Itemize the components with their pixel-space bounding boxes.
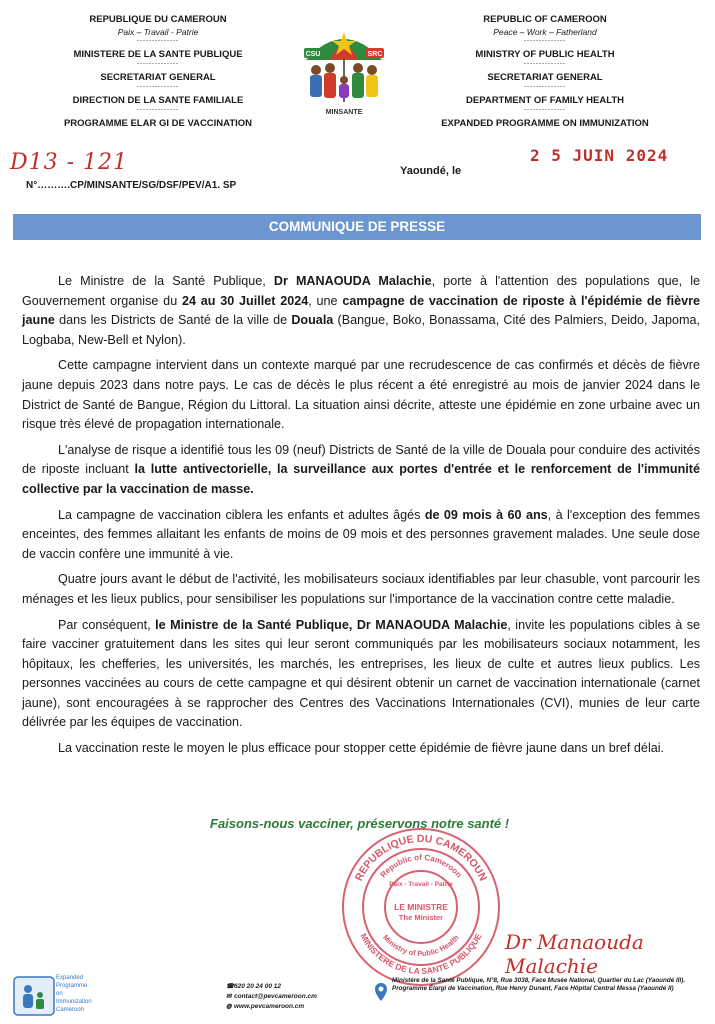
ministry-fr: MINISTERE DE LA SANTE PUBLIQUE [73,49,243,60]
city-name: Douala [291,313,334,328]
minister-bold: le Ministre de la Santé Publique, Dr MANAOUDA Malachie [155,617,508,632]
motto-en: Peace – Work – Fatherland [493,27,597,37]
separator: -------------- [524,61,566,67]
seal-center-title: LE MINISTRE [394,902,448,912]
text: La campagne de vaccination ciblera les enfants et adultes âgés [58,507,425,522]
official-seal [336,822,506,992]
date-stamp: 2 5 JUIN 2024 [530,146,669,165]
country-fr: REPUBLIQUE DU CAMEROUN [89,14,227,25]
footer-phone: 620 20 24 00 12 [234,983,281,990]
slogan: Faisons-nous vacciner, préservons notre santé ! [210,816,510,831]
separator: -------------- [524,84,566,90]
paragraph-2: Cette campagne intervient dans un contexte marqué par une recrudescence de cas confirmés et décès de fièvre jaune depuis 2023 dans notre pays. Le cas de décès le plus récent a été enregistré au mois de janvier 2024 dans le District de Santé de Bangue, Région du Littoral. La situation ainsi décrite, atteste une épidémie en zone urbaine avec un risque très élevé de propagation internationale. [22,358,700,432]
reference-number [26,180,236,191]
logo-badge-right: SRC [367,51,383,58]
text: Par conséquent, [58,617,156,632]
country-en: REPUBLIC OF CAMEROON [483,14,607,25]
text: , invite les populations cibles à se faire vacciner gratuitement dans les sites qui leur seront communiqués par les mobilisateurs sociaux notamment, les hôpitaux, les chefferies, les universités, les marchés, les entreprises, les lieux de culte et autres lieux publics. Les personnes vaccinées au cours de cette campagne et qui désirent obtenir un carnet de vaccination internationale (carnet jaune), sont encouragées à se rapprocher des Centres des Vaccinations Internationales (CVI), munies de leur carte délivrée par les équipes de vaccination. [22,617,701,730]
logo-badge-left: CSU [305,51,321,58]
logo-text-line: on [56,991,63,997]
minister-name: Dr MANAOUDA Malachie [273,274,432,288]
seal-inner-top: Republic of Cameroon [378,852,464,880]
phone-icon: ☎ [226,983,235,990]
place-label: Yaoundé, le [400,165,462,177]
minsante-logo [300,22,388,118]
paragraph-7: La vaccination reste le moyen le plus efficace pour stopper cette épidémie de fièvre jaune dans un bref délai. [58,741,665,756]
separator: -------------- [524,38,566,44]
campaign-name: campagne de vaccination de riposte à l'épidémie de fièvre jaune [22,293,700,328]
text: , une [308,293,343,308]
header-english [440,14,650,130]
reference-prefix: N° [26,180,38,191]
ministry-en: MINISTRY OF PUBLIC HEALTH [475,49,615,60]
separator: -------------- [524,107,566,113]
text: (Bangue, Boko, Bonassama, Cité des Palmiers, Deido, Japoma, Logbaba, New-Bell et Nylon). [22,313,700,347]
pev-logo [12,975,62,1015]
separator: -------------- [137,38,179,44]
paragraph-6 [22,616,700,734]
header-french [58,14,258,130]
pev-logo-text [56,974,92,1014]
separator: -------------- [137,84,179,90]
paragraph-5: Quatre jours avant le début de l'activité, les mobilisateurs sociaux identifiables par leur chasuble, vont parcourir les ménages et les lieux publics, pour sensibiliser les populations sur l'importance de la vaccination contre cette maladie. [22,572,700,606]
footer-email[interactable]: contact@pevcameroon.cm [234,993,317,1000]
activities-bold: la lutte antivectorielle, la surveillance aux portes d'entrée et le renforcement de l'immunité collective par la vaccination de masse. [22,462,700,496]
campaign-dates: 24 au 30 Juillet 2024 [181,293,309,308]
seal-motto: Paix - Travail - Patrie [389,881,453,888]
seal-outer-bottom: MINISTERE DE LA SANTE PUBLIQUE [358,931,484,977]
footer-web[interactable]: www.pevcameroon.cm [234,1003,305,1010]
press-release-body [22,272,700,765]
programme-en: EXPANDED PROGRAMME ON IMMUNIZATION [441,118,649,129]
handwritten-reference: D13 - 121 [10,150,129,175]
paragraph-4 [22,506,700,565]
paragraph-3 [22,441,700,500]
address-programme: Programme Élargi de Vaccination, Rue Henry Dunant, Face Hôpital Central Messa (Yaoundé II) [392,985,674,993]
location-pin-icon [374,982,388,1002]
programme-fr: PROGRAMME ELAR GI DE VACCINATION [63,118,253,129]
age-range: de 09 mois à 60 ans [424,507,548,522]
text: , porte à l'attention des populations que, le Gouvernement organise du [22,274,700,308]
motto-fr: Paix – Travail - Patrie [117,27,199,37]
text: dans les Districts de Santé de la ville de [54,313,292,328]
text: , à l'exception des femmes enceintes, des femmes allaitant les enfants de moins de 09 mois et des personnes gravement malades. Une seule dose de vaccin confère une immunité à vie. [22,507,700,561]
seal-center-subtitle: The Minister [398,913,444,922]
footer-contact [226,982,317,1012]
logo-text-line: Programme [56,983,88,989]
logo-text-line: Expanded [56,975,84,981]
email-icon: ✉ [226,993,232,1000]
logo-text-line: Immunization [56,999,92,1005]
minister-signature: Dr Manaouda Malachie [505,930,644,978]
footer-address [392,977,692,994]
paragraph-1 [22,272,700,350]
seal-inner-bottom: Ministry of Public Health [381,932,461,959]
separator: -------------- [137,107,179,113]
secretariat-en: SECRETARIAT GENERAL [487,72,603,83]
address-ministry: Ministère de la Santé Publique, N°8, Rue 3038, Face Musée National, Quartier du Lac (Yaoundé III). [392,977,686,984]
separator: -------------- [137,61,179,67]
text: Le Ministre de la Santé Publique, [58,274,274,288]
svg-text:Ministry of Public Health [381,933,461,958]
globe-icon: ◍ [226,1003,232,1010]
department-en: DEPARTMENT OF FAMILY HEALTH [466,95,624,106]
logo-name: MINSANTE [325,109,363,116]
text: L'analyse de risque a identifié tous les 09 (neuf) Districts de Santé de la ville de Douala pour conduire des activités de riposte incluant [22,442,700,477]
reference-text: ……….CP/MINSANTE/SG/DSF/PEV/A1. SP [37,180,237,191]
secretariat-fr: SECRETARIAT GENERAL [100,72,216,83]
title-banner: COMMUNIQUE DE PRESSE [13,214,701,240]
logo-text-line: Cameroon [56,1007,85,1013]
seal-outer-top: REPUBLIQUE DU CAMEROUN [352,832,490,883]
direction-fr: DIRECTION DE LA SANTE FAMILIALE [72,95,244,106]
